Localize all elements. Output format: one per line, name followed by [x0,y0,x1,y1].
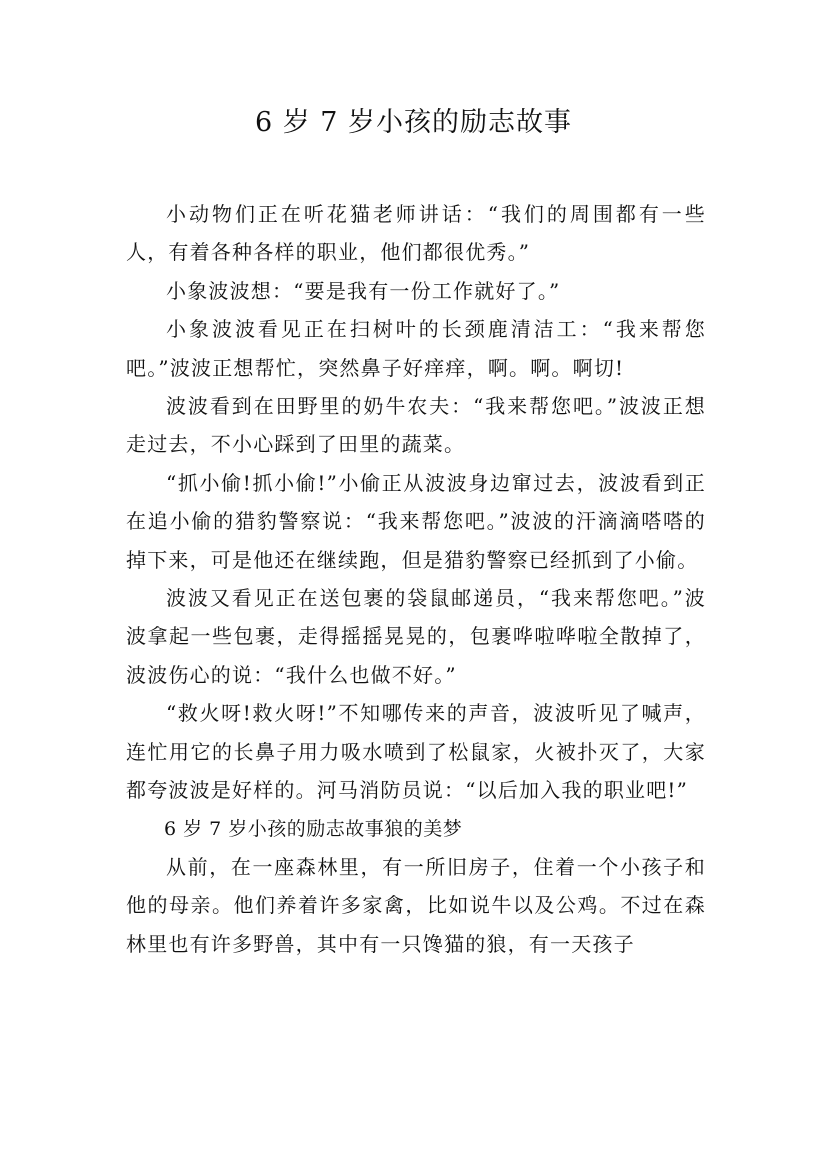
document-title: 6 岁 7 岁小孩的励志故事 [254,107,573,138]
paragraph: “抓小偷!抓小偷!”小偷正从波波身边窜过去，波波看到正在追小偷的猎豹警察说：“我来帮您吧。”波波的汗滴滴嗒嗒的掉下来，可是他还在继续跑，但是猎豹警察已经抓到了小偷。 [126,470,706,572]
paragraph: “救火呀!救火呀!”不知哪传来的声音，波波听见了喊声，连忙用它的长鼻子用力吸水喷到了松鼠家，火被扑灭了，大家都夸波波是好样的。河马消防员说：“以后加入我的职业吧!” [126,701,706,803]
paragraph: 从前，在一座森林里，有一所旧房子，住着一个小孩子和他的母亲。他们养着许多家禽，比如说牛以及公鸡。不过在森林里也有许多野兽，其中有一只馋猫的狼，有一天孩子 [126,854,706,956]
paragraph: 小象波波想：“要是我有一份工作就好了。” [166,278,561,303]
paragraph: 小动物们正在听花猫老师讲话：“我们的周围都有一些人，有着各种各样的职业，他们都很优秀。” [126,202,706,265]
paragraph: 波波看到在田野里的奶牛农夫：“我来帮您吧。”波波正想走过去，不小心踩到了田里的蔬菜。 [126,394,706,457]
paragraph: 波波又看见正在送包裹的袋鼠邮递员，“我来帮您吧。”波波拿起一些包裹，走得摇摇晃晃的，包裹哗啦哗啦全散掉了，波波伤心的说：“我什么也做不好。” [126,586,706,687]
paragraph: 小象波波看见正在扫树叶的长颈鹿清洁工：“我来帮您吧。”波波正想帮忙，突然鼻子好痒痒，啊。啊。啊切! [126,317,706,380]
section-heading: 6 岁 7 岁小孩的励志故事狼的美梦 [164,817,463,840]
document-body [126,195,706,963]
